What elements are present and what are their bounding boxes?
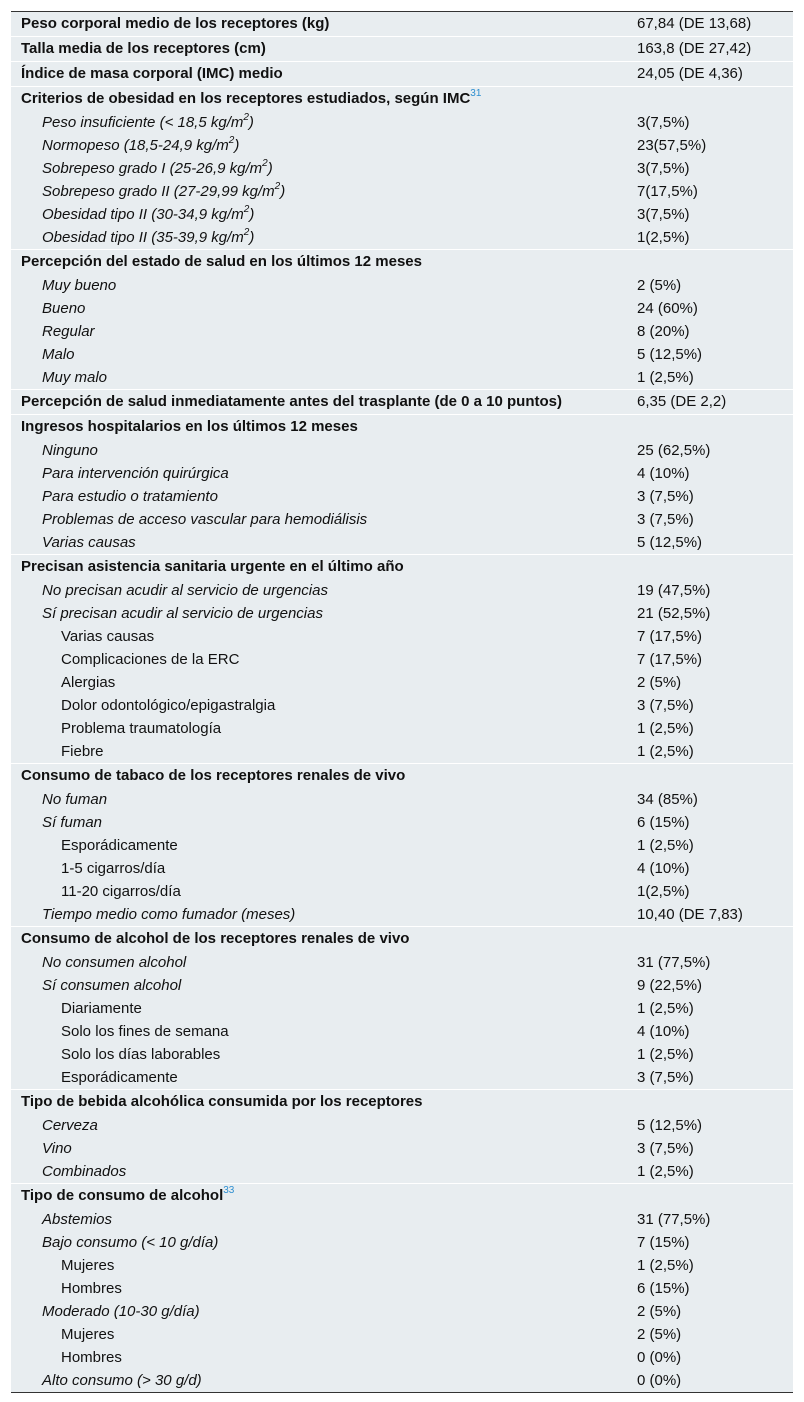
table-row: [11, 974, 793, 997]
row-value: 67,84 (DE 13,68): [637, 15, 752, 32]
row-value: 1 (2,5%): [637, 720, 694, 737]
row-label: [21, 250, 422, 274]
row-value: 6,35 (DE 2,2): [637, 393, 727, 410]
row-label-text: Hombres: [61, 1280, 122, 1297]
row-label: [42, 203, 254, 226]
row-label-text: Tipo de consumo de alcohol: [21, 1187, 224, 1204]
row-label: [21, 390, 562, 414]
section-row: [11, 926, 793, 951]
row-label-text: Complicaciones de la ERC: [61, 651, 240, 668]
row-label: [42, 1137, 72, 1160]
table-row: [11, 508, 793, 531]
row-label: [21, 927, 409, 951]
row-label-text: Índice de masa corporal (IMC) medio: [21, 65, 283, 82]
section-row: [11, 554, 793, 579]
row-value: 7 (17,5%): [637, 628, 703, 645]
table-row: [11, 811, 793, 834]
table-row: [11, 694, 793, 717]
row-label: [61, 740, 104, 763]
row-label-text: 11-20 cigarros/día: [61, 883, 181, 900]
row-label-tail: ): [267, 160, 273, 177]
table-row: [11, 880, 793, 903]
row-label-text: Esporádicamente: [61, 1069, 178, 1086]
row-label-text: 1-5 cigarros/día: [61, 860, 166, 877]
row-label: [42, 226, 254, 249]
row-label-text: Obesidad tipo II (30-34,9 kg/m: [42, 206, 244, 223]
row-value: 1(2,5%): [637, 229, 690, 246]
row-label-text: Precisan asistencia sanitaria urgente en el último año: [21, 558, 404, 575]
unit-exponent: 2: [262, 158, 268, 169]
row-label-text: No consumen alcohol: [42, 954, 187, 971]
row-label-tail: ): [249, 229, 255, 246]
unit-exponent: 2: [228, 135, 235, 146]
row-label: [21, 764, 405, 788]
row-label-text: Malo: [42, 346, 75, 363]
row-label-text: Abstemios: [42, 1211, 113, 1228]
row-label-text: No precisan acudir al servicio de urgencias: [42, 582, 328, 599]
row-label: [21, 555, 404, 579]
row-label-text: Dolor odontológico/epigastralgia: [61, 697, 276, 714]
table-row: [11, 1160, 793, 1183]
section-row: [11, 36, 793, 61]
section-row: [11, 1089, 793, 1114]
unit-exponent: 2: [274, 181, 281, 192]
row-value: 3(7,5%): [637, 160, 690, 177]
row-label-text: Bajo consumo (< 10 g/día): [42, 1234, 219, 1251]
row-label: [42, 811, 102, 834]
row-value: 24 (60%): [637, 300, 698, 317]
table-row: [11, 579, 793, 602]
row-label-text: Ninguno: [42, 442, 98, 459]
row-value: 2 (5%): [637, 1303, 682, 1320]
row-value: 24,05 (DE 4,36): [637, 65, 743, 82]
row-value: 2 (5%): [637, 277, 682, 294]
row-label: [42, 1300, 200, 1323]
row-value: 1 (2,5%): [637, 743, 694, 760]
table-row: [11, 717, 793, 740]
row-label: [42, 1369, 202, 1392]
table-row: [11, 485, 793, 508]
row-label-text: Sobrepeso grado II (27-29,99 kg/m: [42, 183, 275, 200]
row-label-text: Problemas de acceso vascular para hemodiálisis: [42, 511, 368, 528]
row-label: [42, 366, 107, 389]
table-row: [11, 134, 793, 157]
row-label-text: Talla media de los receptores (cm): [21, 40, 266, 57]
row-value: 10,40 (DE 7,83): [637, 906, 743, 923]
row-value: 2 (5%): [637, 1326, 682, 1343]
row-label: [42, 274, 116, 297]
row-label: [21, 62, 283, 86]
table-row: [11, 834, 793, 857]
row-label-text: Problema traumatología: [61, 720, 222, 737]
row-label-tail: ): [280, 183, 286, 200]
row-label-text: Varias causas: [42, 534, 136, 551]
row-label: [61, 1323, 114, 1346]
table-row: [11, 180, 793, 203]
row-value: 1 (2,5%): [637, 369, 694, 386]
row-label: [61, 625, 154, 648]
row-label-text: Tiempo medio como fumador (meses): [42, 906, 296, 923]
row-label-text: Moderado (10-30 g/día): [42, 1303, 200, 1320]
row-value: 34 (85%): [637, 791, 698, 808]
row-value: 3 (7,5%): [637, 1069, 694, 1086]
row-label-text: Mujeres: [61, 1326, 115, 1343]
table-row: [11, 1043, 793, 1066]
row-label-text: Consumo de alcohol de los receptores renales de vivo: [21, 930, 410, 947]
table-row: [11, 320, 793, 343]
row-label: [42, 297, 85, 320]
row-label: [21, 1090, 422, 1114]
row-value: 4 (10%): [637, 465, 690, 482]
section-row: [11, 414, 793, 439]
row-label: [61, 834, 178, 857]
row-label: [42, 951, 186, 974]
table-row: [11, 439, 793, 462]
row-value: 1 (2,5%): [637, 1257, 694, 1274]
row-label-tail: ): [249, 206, 255, 223]
row-label-text: Alto consumo (> 30 g/d): [42, 1372, 202, 1389]
table-row: [11, 203, 793, 226]
row-value: 3(7,5%): [637, 206, 690, 223]
row-label: [61, 1043, 220, 1066]
row-label: [61, 1346, 122, 1369]
section-row: [11, 12, 793, 36]
row-label-text: Hombres: [61, 1349, 122, 1366]
row-label: [42, 602, 323, 625]
row-label-text: Consumo de tabaco de los receptores renales de vivo: [21, 767, 406, 784]
row-value: 1 (2,5%): [637, 1046, 694, 1063]
table-row: [11, 1066, 793, 1089]
row-value: 4 (10%): [637, 860, 690, 877]
row-label-text: Varias causas: [61, 628, 155, 645]
row-value: 25 (62,5%): [637, 442, 711, 459]
table-row: [11, 903, 793, 926]
table-row: [11, 671, 793, 694]
row-value: 0 (0%): [637, 1372, 682, 1389]
row-label-text: Tipo de bebida alcohólica consumida por los receptores: [21, 1093, 423, 1110]
row-label-text: Para estudio o tratamiento: [42, 488, 218, 505]
row-label-text: Criterios de obesidad en los receptores estudiados, según IMC: [21, 90, 471, 107]
section-row: [11, 1183, 793, 1208]
row-value: 1 (2,5%): [637, 1163, 694, 1180]
row-label: [21, 87, 481, 111]
row-value: 5 (12,5%): [637, 534, 703, 551]
row-value: 3 (7,5%): [637, 511, 694, 528]
row-label: [42, 157, 273, 180]
section-row: [11, 389, 793, 414]
table-row: [11, 1254, 793, 1277]
row-label-text: Alergias: [61, 674, 116, 691]
row-label-tail: ): [248, 114, 254, 131]
row-label: [42, 974, 181, 997]
row-label: [42, 1208, 112, 1231]
row-label-text: Vino: [42, 1140, 72, 1157]
row-label: [61, 648, 239, 671]
table-row: [11, 625, 793, 648]
table-row: [11, 1346, 793, 1369]
reference-link[interactable]: 31: [470, 88, 482, 99]
row-label: [42, 579, 328, 602]
row-value: 163,8 (DE 27,42): [637, 40, 752, 57]
table-row: [11, 1137, 793, 1160]
table-row: [11, 297, 793, 320]
row-value: 23(57,5%): [637, 137, 707, 154]
row-value: 21 (52,5%): [637, 605, 711, 622]
row-label: [61, 880, 181, 903]
row-value: 31 (77,5%): [637, 954, 711, 971]
table-row: [11, 1208, 793, 1231]
row-label-text: Para intervención quirúrgica: [42, 465, 229, 482]
reference-link[interactable]: 33: [223, 1185, 235, 1196]
table-row: [11, 111, 793, 134]
row-label: [61, 1020, 229, 1043]
row-label-text: Solo los fines de semana: [61, 1023, 229, 1040]
table-row: [11, 1369, 793, 1392]
row-value: 0 (0%): [637, 1349, 682, 1366]
row-label: [42, 320, 95, 343]
row-label: [61, 717, 221, 740]
table-row: [11, 648, 793, 671]
row-value: 5 (12,5%): [637, 1117, 703, 1134]
row-value: 5 (12,5%): [637, 346, 703, 363]
row-label-text: Solo los días laborables: [61, 1046, 221, 1063]
row-label-text: Peso insuficiente (< 18,5 kg/m: [42, 114, 244, 131]
row-label-text: Combinados: [42, 1163, 127, 1180]
row-label-text: Bueno: [42, 300, 86, 317]
row-label-text: Peso corporal medio de los receptores (kg): [21, 15, 330, 32]
row-value: 7 (17,5%): [637, 651, 703, 668]
table-row: [11, 740, 793, 763]
row-label-text: Percepción del estado de salud en los últimos 12 meses: [21, 253, 422, 270]
table-row: [11, 1277, 793, 1300]
row-label: [42, 343, 75, 366]
row-value: 3(7,5%): [637, 114, 690, 131]
table-row: [11, 366, 793, 389]
row-value: 1 (2,5%): [637, 837, 694, 854]
row-value: 6 (15%): [637, 814, 690, 831]
table-row: [11, 857, 793, 880]
table-row: [11, 343, 793, 366]
table-row: [11, 462, 793, 485]
row-label-text: Ingresos hospitalarios en los últimos 12 meses: [21, 418, 358, 435]
section-row: [11, 763, 793, 788]
receptor-characteristics-table: [11, 11, 793, 1393]
unit-exponent: 2: [243, 112, 249, 123]
row-value: 3 (7,5%): [637, 1140, 694, 1157]
row-value: 1(2,5%): [637, 883, 690, 900]
table-row: [11, 1300, 793, 1323]
row-label: [42, 134, 239, 157]
row-value: 8 (20%): [637, 323, 690, 340]
row-label: [61, 1066, 178, 1089]
row-label: [42, 531, 136, 554]
row-label: [42, 508, 367, 531]
row-label: [61, 997, 142, 1020]
table-row: [11, 531, 793, 554]
row-label: [61, 1277, 122, 1300]
row-label-text: No fuman: [42, 791, 108, 808]
unit-exponent: 2: [243, 227, 250, 238]
table-row: [11, 1020, 793, 1043]
row-label-text: Muy malo: [42, 369, 108, 386]
table-row: [11, 951, 793, 974]
row-label-text: Diariamente: [61, 1000, 142, 1017]
row-label: [21, 415, 358, 439]
table-row: [11, 226, 793, 249]
row-label-text: Muy bueno: [42, 277, 117, 294]
table-row: [11, 1231, 793, 1254]
row-value: 1 (2,5%): [637, 1000, 694, 1017]
row-label: [42, 485, 218, 508]
row-label-text: Mujeres: [61, 1257, 115, 1274]
row-label-text: Cerveza: [42, 1117, 98, 1134]
row-label-text: Sobrepeso grado I (25-26,9 kg/m: [42, 160, 263, 177]
row-label-text: Esporádicamente: [61, 837, 178, 854]
table-row: [11, 1114, 793, 1137]
row-label-text: Regular: [42, 323, 95, 340]
row-value: 9 (22,5%): [637, 977, 703, 994]
row-value: 3 (7,5%): [637, 697, 694, 714]
row-label-text: Normopeso (18,5-24,9 kg/m: [42, 137, 229, 154]
row-value: 7(17,5%): [637, 183, 698, 200]
row-label: [42, 788, 107, 811]
row-value: 19 (47,5%): [637, 582, 711, 599]
row-value: 31 (77,5%): [637, 1211, 711, 1228]
row-value: 2 (5%): [637, 674, 682, 691]
table-row: [11, 157, 793, 180]
row-label: [42, 180, 285, 203]
row-label: [21, 37, 266, 61]
section-row: [11, 249, 793, 274]
row-value: 6 (15%): [637, 1280, 690, 1297]
row-value: 3 (7,5%): [637, 488, 694, 505]
row-label: [42, 439, 98, 462]
row-label-text: Sí fuman: [42, 814, 103, 831]
table-row: [11, 997, 793, 1020]
row-value: 7 (15%): [637, 1234, 690, 1251]
row-label-text: Sí precisan acudir al servicio de urgencias: [42, 605, 323, 622]
row-label-text: Sí consumen alcohol: [42, 977, 182, 994]
row-label-tail: ): [234, 137, 240, 154]
row-label: [42, 462, 229, 485]
row-label-text: Fiebre: [61, 743, 104, 760]
row-label: [42, 1114, 98, 1137]
row-label: [42, 903, 295, 926]
table-row: [11, 1323, 793, 1346]
table-row: [11, 788, 793, 811]
unit-exponent: 2: [243, 204, 250, 215]
row-label: [42, 111, 254, 134]
row-label: [21, 12, 329, 36]
row-label: [61, 1254, 114, 1277]
row-label-text: Percepción de salud inmediatamente antes del trasplante (de 0 a 10 puntos): [21, 393, 562, 410]
section-row: [11, 86, 793, 111]
row-label: [61, 671, 115, 694]
row-label: [42, 1231, 218, 1254]
section-row: [11, 61, 793, 86]
row-label: [42, 1160, 126, 1183]
row-label: [21, 1184, 234, 1208]
table-row: [11, 602, 793, 625]
table-row: [11, 274, 793, 297]
row-label-text: Obesidad tipo II (35-39,9 kg/m: [42, 229, 244, 246]
row-label: [61, 694, 275, 717]
row-label: [61, 857, 165, 880]
row-value: 4 (10%): [637, 1023, 690, 1040]
